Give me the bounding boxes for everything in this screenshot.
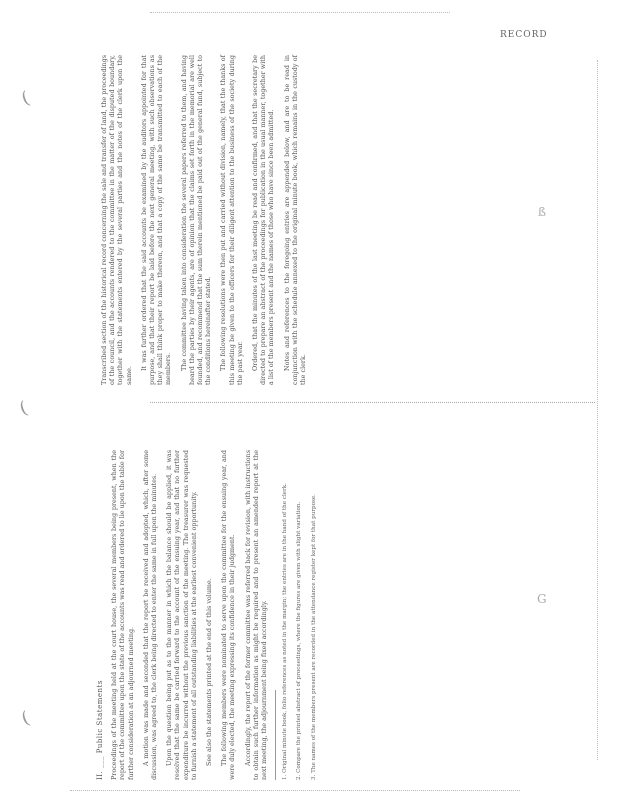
section-heading: II. ___ Public Statements — [96, 680, 104, 780]
paragraph: See also the statements printed at the end of this volume. — [205, 578, 214, 766]
footnote-rule — [275, 690, 276, 780]
paragraph: Ordered, that the minutes of the last meeting be read and confirmed, and that the secretary be directed to prepare an abstract of the proceedings for publication in the usual manner, together with a list of the members present and the names of those who have since been admitted. — [251, 55, 276, 385]
punch-hole-icon: ( — [18, 707, 33, 730]
running-head: RECORD — [500, 30, 548, 40]
top-text-block — [100, 55, 520, 385]
paragraph: The following members were nominated to serve upon the committee for the ensuing year, and were duly elected, the meeting expressing its confidence in their judgment. — [220, 450, 237, 780]
paragraph: Transcribed section of the historical record concerning the sale and transfer of land, the proceedings of the council, and the accounts rendered to the committee in the matter of the disputed boundary, together with the statements entered by the several parties and the notes of the clerk upon the same. — [100, 55, 133, 385]
scan-mark-icon: G — [537, 592, 547, 606]
paragraph: Accordingly, the report of the former committee was referred back for revision, with instructions to obtain such further information as might be required and to present an amended report at the next meeting, the adjournment being fixed accordingly. — [243, 450, 269, 780]
footnote: 1. Original minute book, folio references as noted in the margin; the entries are in the hand of the clerk. — [282, 483, 289, 780]
paragraph: The committee having taken into consideration the several papers referred to them, and having heard the parties by their agents, are of opinion that the claims set forth in the memorial are well founded, and recommend that the sum therein mentioned be paid out of the general fund, subject to the conditions hereinafter stated. — [179, 55, 213, 385]
paragraph: Upon the question being put as to the manner in which the balance should be applied, it was resolved that the same be carried forward to the account of the ensuing year, and that no further expenditure be incurred without the previous sanction of the meeting. The treasurer was requested to furnish a statement of all outstanding liabilities at the earliest convenient opportunity. — [165, 450, 198, 780]
paragraph: The following resolutions were then put and carried without division, namely, that the thanks of this meeting be given to the officers for their diligent attention to the business of the society during the past year. — [219, 55, 244, 385]
paragraph: Proceedings of the meeting held at the court house, the several members being present, when the report of the committee upon the state of the accounts was read and ordered to lie upon the table for further consideration at an adjourned meeting. — [110, 450, 135, 780]
scan-border-right — [597, 60, 598, 760]
bottom-text-block — [96, 450, 516, 780]
scan-border-top — [150, 12, 450, 13]
scan-border-bottom — [70, 790, 520, 791]
footnote: 3. The names of the members present are recorded in the attendance register kept for that purpose. — [310, 494, 317, 780]
paragraph: It was further ordered that the said accounts be examined by the auditors appointed for that purpose, and that their report be laid before the next general meeting, with such observations as they shall think proper to make thereon, and that a copy of the same be transmitted to each of the members. — [139, 55, 173, 385]
punch-hole-icon: ( — [16, 397, 31, 420]
punch-hole-icon: ( — [18, 87, 33, 110]
paragraph: Notes and references to the foregoing entries are appended below, and are to be read in conjunction with the schedule annexed to the original minute book, which remains in the custody of the clerk. — [282, 55, 308, 385]
scan-mark-icon: ß — [538, 205, 547, 219]
page-fold-divider — [150, 402, 595, 403]
footnote: 2. Compare the printed abstract of proceedings, where the figures are given with slight variation. — [296, 501, 303, 780]
paragraph: A motion was made and seconded that the report be received and adopted, which, after some discussion, was agreed to, the clerk being directed to enter the same in full upon the minutes. — [141, 450, 159, 780]
